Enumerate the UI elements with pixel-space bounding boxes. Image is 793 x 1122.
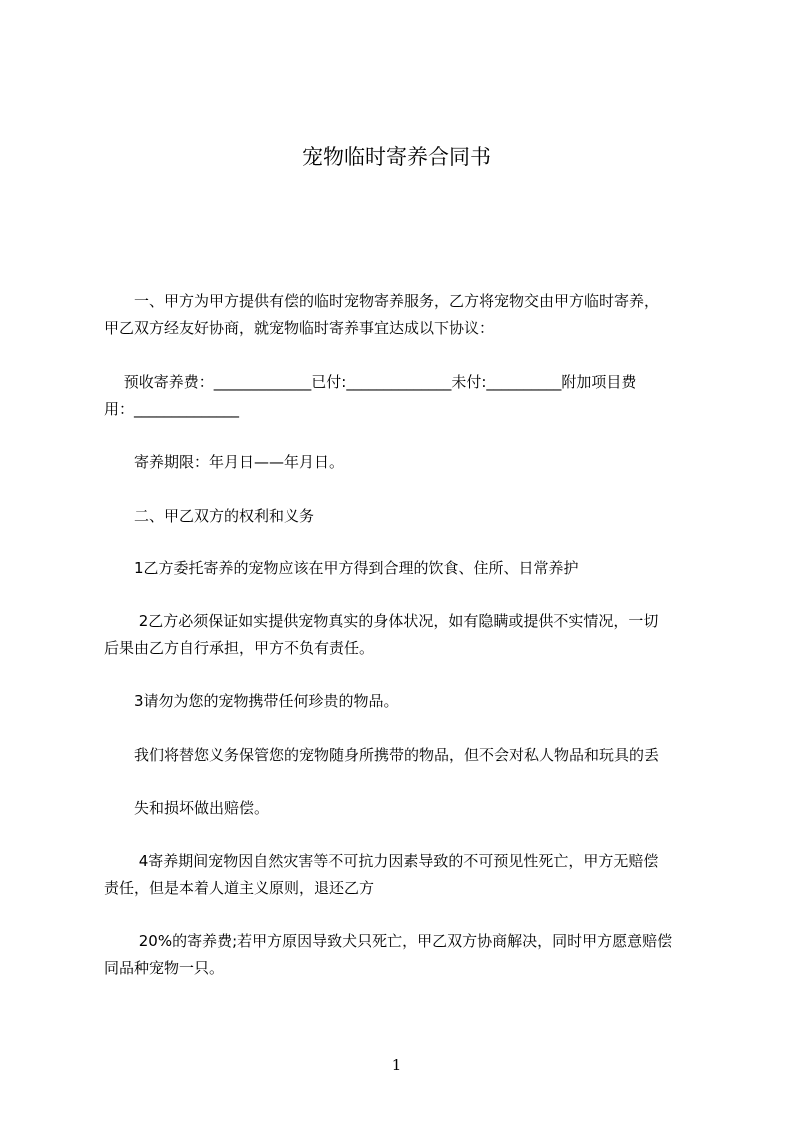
clause-4-line-2: 责任，但是本着人道主义原则，退还乙方 [104, 879, 375, 897]
paragraph-1-line-2: 甲乙双方经友好协商，就宠物临时寄养事宜达成以下协议： [104, 319, 495, 337]
clause-4-continued-line-1: 20%的寄养费;若甲方原因导致犬只死亡，甲乙双方协商解决，同时甲方愿意赔偿 [104, 932, 673, 950]
section-2-heading: 二、甲乙双方的权利和义务 [104, 507, 315, 525]
clause-3-note-line-2: 失和损坏做出赔偿。 [104, 799, 270, 817]
period-line: 寄养期限：年月日——年月日。 [104, 453, 345, 471]
clause-4-line-1: 4寄养期间宠物因自然灾害等不可抗力因素导致的不可预见性死亡，甲方无赔偿 [104, 852, 659, 870]
clause-4-continued-line-2: 同品种宠物一只。 [104, 959, 225, 977]
fee-line-1: 预收寄养费：_____________已付:______________未付:__________附加项目费 [104, 373, 637, 391]
clause-2-line-2: 后果由乙方自行承担，甲方不负有责任。 [104, 639, 375, 657]
clause-3-note-line-1: 我们将替您义务保管您的宠物随身所携带的物品，但不会对私人物品和玩具的丢 [104, 746, 660, 764]
fee-line-2: 用：______________ [104, 400, 240, 418]
clause-3-line: 3请勿为您的宠物携带任何珍贵的物品。 [104, 692, 399, 710]
clause-1-line: 1乙方委托寄养的宠物应该在甲方得到合理的饮食、住所、日常养护 [104, 559, 579, 577]
paragraph-1-line-1: 一、甲方为甲方提供有偿的临时宠物寄养服务，乙方将宠物交由甲方临时寄养， [104, 292, 660, 310]
page-number: 1 [391, 1056, 402, 1074]
clause-2-line-1: 2乙方必须保证如实提供宠物真实的身体状况，如有隐瞒或提供不实情况，一切 [104, 612, 659, 630]
document-title: 宠物临时寄养合同书 [302, 145, 491, 169]
